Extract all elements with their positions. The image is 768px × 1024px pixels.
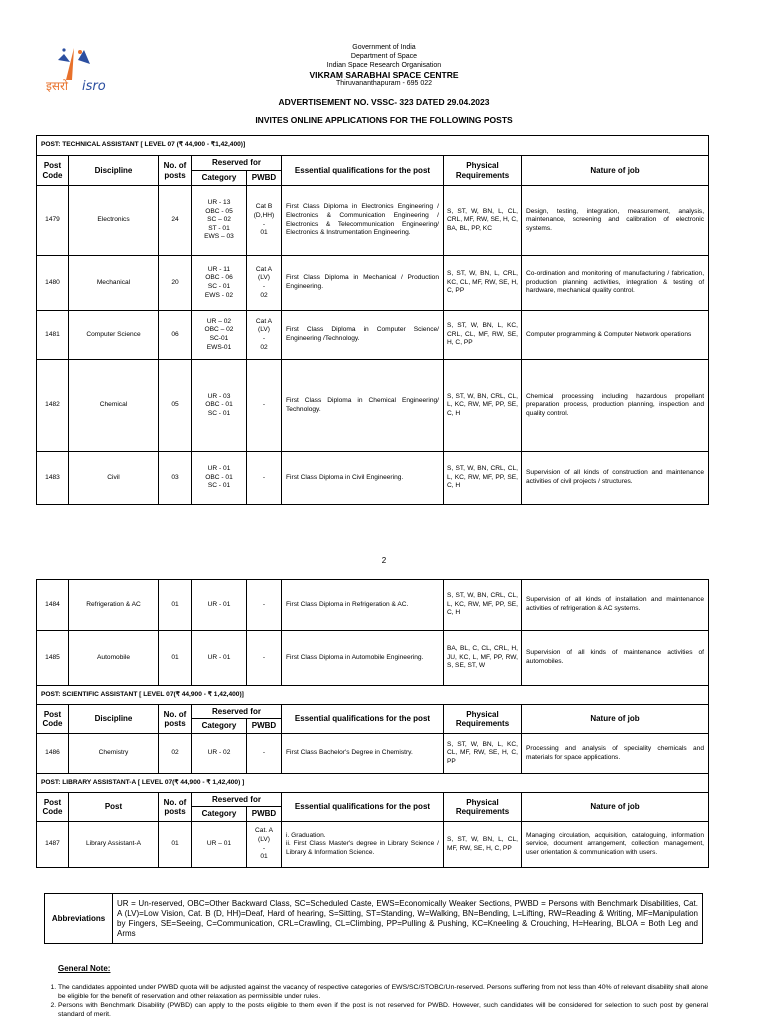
table-row: 1487 Library Assistant-A 01 UR – 01 Cat. A (LV) - 01 i. Graduation. ii. First Class Master's degree in Library Science / Library & Information Science. S, ST, W, BN, L, CL, MF, RW, SE, H, C, PP Managing circulation, acquisition, cataloguing, information service, document arrangement, collection management, user orientation & communication with users. [37,822,709,868]
table-row: 1479 Electronics 24 UR - 13 OBC - 05 SC – 02 ST - 01 EWS – 03 Cat B (D,HH) - 01 First Class Diploma in Electronics Engineering / Electronics & Communication Engineering / Electronics & Telecommunication Engineering/ Electronics & Instrumentation Engineering. S, ST, W, BN, L, CL, CRL, MF, RW, SE, H, C, BA, BL, PP, KC Design, testing, integration, measurement, analysis, maintenance, screening and calibration of electronic systems. [37,186,709,256]
technical-assistant-table: POST: TECHNICAL ASSISTANT [ LEVEL 07 (₹ 44,900 - ₹1,42,400)] Post Code Discipline No. of posts Reserved for Essential qualifications for the post Physical Requirements Nature of job Category PWBD 1479 Electronics 24 UR - 13 OBC - 05 SC – 02 ST - 01 EWS – 03 Cat B (D,HH) - 01 First Class Diploma in Electronics Engineering / Electronics & Communication Engineering / Electronics & Telecommunication Engineering/ Electronics & Instrumentation Engineering. S, ST, W, BN, L, CL, CRL, MF, RW, SE, H, C, BA, BL, PP, KC Design, testing, integration, measurement, analysis, maintenance, screening and calibration of electronic systems. 1480 Mechanical 20 UR - 11 OBC - 06 SC - 01 EWS - 02 Cat A (LV) - 02 First Class Diploma in Mechanical / Production Engineering. S, ST, W, BN, L, CRL, KC, CL, MF, RW, SE, H, C, PP Co-ordination and monitoring of manufacturing / fabrication, production planning activities, integration & testing of hardware, mechanical quality control. 1481 Computer Science 06 UR – 02 OBC – 02 SC-01 EWS-01 Cat A (LV) - 02 First Class Diploma in Computer Science/ Engineering /Technology. S, ST, W, BN, L, KC, CRL, CL, MF, RW, SE, H, C, PP Computer programming & Computer Network operations 1482 Chemical 05 UR - 03 OBC - 01 SC - 01 - First Class Diploma in Chemical Engineering/ Technology. S, ST, W, BN, CRL, CL, L, KC, RW, MF, PP, SE, C, H Chemical processing including hazardous propellant preparation process, production planning, inspection and quality control. 1483 Civil 03 UR - 01 OBC - 01 SC - 01 - First Class Diploma in Civil Engineering. S, ST, W, BN, CRL, CL, L, KC, RW, MF, PP, SE, C, H Supervision of all kinds of construction and maintenance activities of civil projects / structures. [36,135,709,505]
table-row: 1485 Automobile 01 UR - 01 - First Class Diploma in Automobile Engineering. BA, BL, C, CL, CRL, H, JU, KC, L, MF, PP, RW, S, SE, ST, W Supervision of all kinds of maintenance activities of automobiles. [37,631,709,686]
government-header: Government of India Department of Space Indian Space Research Organisation [326,44,442,69]
list-item: 2. Persons with Benchmark Disability (PWBD) can apply to the posts eligible to them even if the post is not reserved for PWBD. However, such candidates will be considered for selection to such post by general standard of merit. [58,1001,708,1019]
list-item: 1. The candidates appointed under PWBD quota will be adjusted against the vacancy of respective categories of EWS/SC/STOBC/Un-reserved. Persons suffering from not less than 40% of relevant disability shall alone be eligible for the benefit of reservation and other relaxation as permissible under rules. [58,983,708,1001]
table-row: 1482 Chemical 05 UR - 03 OBC - 01 SC - 01 - First Class Diploma in Chemical Engineering/ Technology. S, ST, W, BN, CRL, CL, L, KC, RW, MF, PP, SE, C, H Chemical processing including hazardous propellant preparation process, production planning, inspection and quality control. [37,360,709,452]
abbreviations-text: UR = Un-reserved, OBC=Other Backward Class, SC=Scheduled Caste, EWS=Economically Weaker Sections, PWBD = Persons with Benchmark Disabilities, Cat. A (LV)=Low Vision, Cat. B (D, HH)=Deaf, Hard of hearing, S=Sitting, ST=Standing, W=Walking, BN=Bending, L=Lifting, RW=Reading & Writing, MF=Manipulation by Fingers, SE=Seeing, C=Communication, CRL=Crawling, CL=Climbing, PP=Pulling & Pushing, KC=Kneeling & Crouching, H=Hearing, BLOA = Both Leg and Arms [113,894,703,944]
table-row: 1481 Computer Science 06 UR – 02 OBC – 02 SC-01 EWS-01 Cat A (LV) - 02 First Class Diploma in Computer Science/ Engineering /Technology. S, ST, W, BN, L, KC, CRL, CL, MF, RW, SE, H, C, PP Computer programming & Computer Network operations [37,311,709,360]
table-row: 1483 Civil 03 UR - 01 OBC - 01 SC - 01 - First Class Diploma in Civil Engineering. S, ST, W, BN, CRL, CL, L, KC, RW, MF, PP, SE, C, H Supervision of all kinds of construction and maintenance activities of civil projects / structures. [37,452,709,505]
abbreviations-label: Abbreviations [45,894,113,944]
table-row: 1480 Mechanical 20 UR - 11 OBC - 06 SC - 01 EWS - 02 Cat A (LV) - 02 First Class Diploma in Mechanical / Production Engineering. S, ST, W, BN, L, CRL, KC, CL, MF, RW, SE, H, C, PP Co-ordination and monitoring of manufacturing / fabrication, production planning activities, integration & testing of hardware, mechanical quality control. [37,256,709,311]
posts-table-page-2: 1484 Refrigeration & AC 01 UR - 01 - First Class Diploma in Refrigeration & AC. S, ST, W, BN, CRL, CL, L, KC, RW, MF, PP, SE, C, H Supervision of all kinds of installation and maintenance activities of refrigeration & AC systems. 1485 Automobile 01 UR - 01 - First Class Diploma in Automobile Engineering. BA, BL, C, CL, CRL, H, JU, KC, L, MF, PP, RW, S, SE, ST, W Supervision of all kinds of maintenance activities of automobiles. POST: SCIENTIFIC ASSISTANT [ LEVEL 07(₹ 44,900 - ₹ 1,42,400)] Post Code Discipline No. of posts Reserved for Essential qualifications for the post Physical Requirements Nature of job Category PWBD 1486 Chemistry 02 UR - 02 - First Class Bachelor's Degree in Chemistry. S, ST, W, BN, L, KC, CL, MF, RW, SE, H, C, PP Processing and analysis of speciality chemicals and materials for space applications. POST: LIBRARY ASSISTANT-A [ LEVEL 07(₹ 44,900 - ₹ 1,42,400) ] Post Code Post No. of posts Reserved for Essential qualifications for the post Physical Requirements Nature of job Category PWBD 1487 Library Assistant-A 01 UR – 01 Cat. A (LV) - 01 i. Graduation. ii. First Class Master's degree in Library Science / Library & Information Science. S, ST, W, BN, L, CL, MF, RW, SE, H, C, PP Managing circulation, acquisition, cataloguing, information service, document arrangement, collection management, user orientation & communication with users. [36,579,709,868]
post-title: POST: LIBRARY ASSISTANT-A [ LEVEL 07(₹ 44,900 - ₹ 1,42,400) ] [37,774,709,793]
table-row: 1486 Chemistry 02 UR - 02 - First Class Bachelor's Degree in Chemistry. S, ST, W, BN, L, KC, CL, MF, RW, SE, H, C, PP Processing and analysis of speciality chemicals and materials for space applications. [37,734,709,774]
centre-name: VIKRAM SARABHAI SPACE CENTRE [309,70,459,80]
advertisement-number: ADVERTISEMENT NO. VSSC- 323 DATED 29.04.2023 [278,97,490,107]
centre-address: Thiruvananthapuram - 695 022 [335,80,433,87]
general-note-list [44,983,708,1019]
logo-text-hindi: इसरो [46,79,69,93]
abbreviations-table [44,893,703,944]
post-title: POST: TECHNICAL ASSISTANT [ LEVEL 07 (₹ 44,900 - ₹1,42,400)] [37,136,709,156]
page-number: 2 [381,556,387,565]
invites-heading: INVITES ONLINE APPLICATIONS FOR THE FOLLOWING POSTS [255,115,513,125]
general-note-title: General Note: [58,964,111,973]
post-title: POST: SCIENTIFIC ASSISTANT [ LEVEL 07(₹ 44,900 - ₹ 1,42,400)] [37,686,709,705]
logo-text-en: isro [82,79,106,94]
table-row: 1484 Refrigeration & AC 01 UR - 01 - First Class Diploma in Refrigeration & AC. S, ST, W, BN, CRL, CL, L, KC, RW, MF, PP, SE, C, H Supervision of all kinds of installation and maintenance activities of refrigeration & AC systems. [37,580,709,631]
